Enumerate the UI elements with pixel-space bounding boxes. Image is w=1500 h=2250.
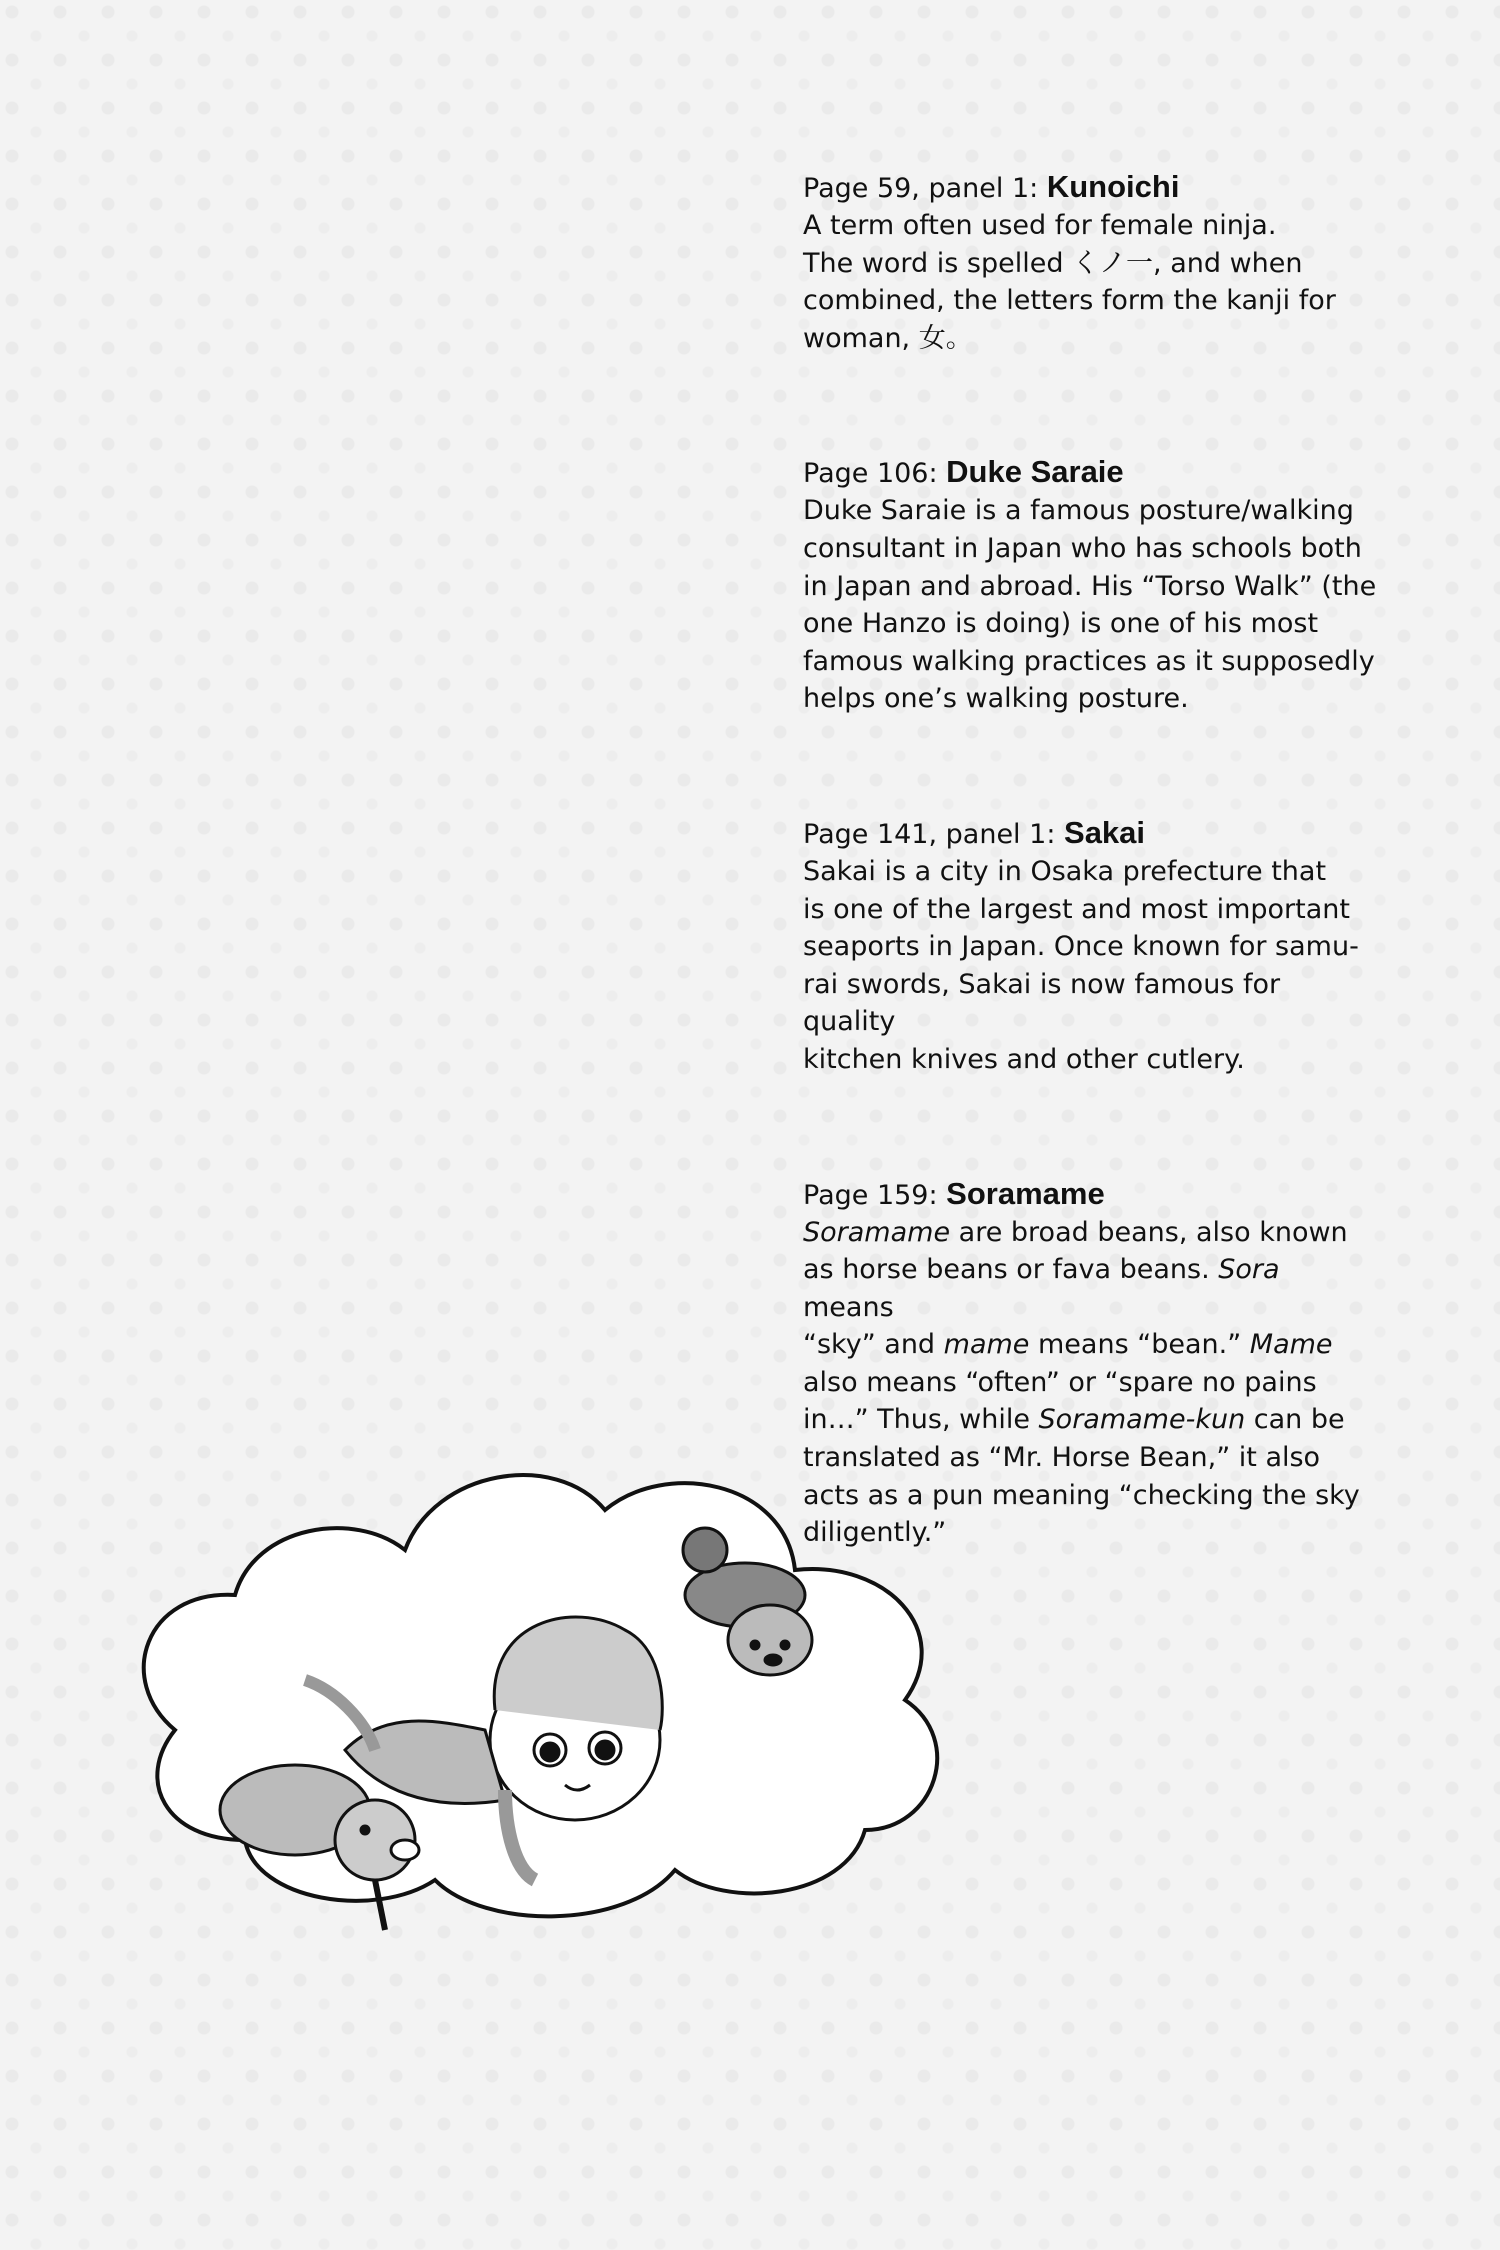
note-term: Soramame — [946, 1175, 1105, 1211]
note-heading — [803, 1175, 1378, 1214]
note-body-segment: means “bean.” — [1029, 1329, 1250, 1361]
translation-notes — [803, 168, 1378, 1552]
note-term: Kunoichi — [1046, 169, 1180, 204]
note-page-ref: Page 141, panel 1: — [803, 818, 1056, 850]
note-body-segment: mame — [943, 1329, 1030, 1361]
cloud-illustration — [105, 1430, 965, 1950]
note-heading — [803, 453, 1378, 492]
note-body-segment: Mame — [1249, 1329, 1333, 1361]
note-duke-saraie — [803, 453, 1378, 718]
note-page-ref: Page 159: — [803, 1179, 938, 1211]
note-kunoichi — [803, 168, 1378, 357]
note-body-segment: Soramame — [803, 1216, 951, 1248]
note-page-ref: Page 59, panel 1: — [803, 173, 1039, 204]
note-body: Duke Saraie is a famous posture/walking consultant in Japan who has schools both in Japan and abroad. His “Torso Walk” (the one Hanzo is doing) is one of his most famous walking practices as it supposedly helps one’s walking posture. — [803, 495, 1377, 715]
note-heading — [803, 814, 1378, 853]
note-body-segment: means “sky” and — [803, 1291, 936, 1361]
note-page-ref: Page 106: — [803, 458, 938, 490]
note-body-segment: can be translated as “Mr. Horse Bean,” it also acts as a pun meaning “checking the sky diligently.” — [803, 1404, 1360, 1549]
note-heading — [803, 168, 1378, 207]
note-body: Sakai is a city in Osaka prefecture that is one of the largest and most important seaports in Japan. Once known for samu- rai swords, Sakai is now famous for quality kitchen knives and other cutlery. — [803, 855, 1359, 1075]
note-term: Duke Saraie — [946, 454, 1124, 490]
note-body-segment: Sora — [1218, 1254, 1280, 1286]
note-body-segment: Soramame-kun — [1038, 1404, 1246, 1436]
note-term: Sakai — [1064, 814, 1146, 850]
note-body-segment: also means “often” or “spare no pains in…” Thus, while — [803, 1366, 1317, 1436]
note-sakai — [803, 814, 1378, 1079]
note-body-segment: are broad beans, also known as horse beans or fava beans. — [803, 1216, 1348, 1286]
note-body: A term often used for female ninja. The word is spelled くノ一, and when combined, the letters form the kanji for woman, 女。 — [803, 210, 1336, 354]
